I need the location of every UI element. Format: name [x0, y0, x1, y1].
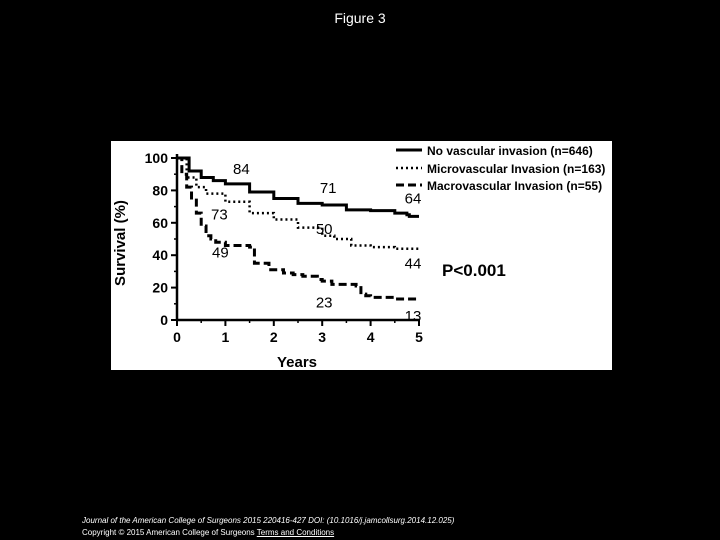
data-label: 13: [404, 307, 422, 325]
copyright-text: Copyright © 2015 American College of Surgeons: [82, 528, 255, 537]
copyright-line: [82, 528, 334, 537]
legend-entry: Macrovascular Invasion (n=55): [427, 179, 603, 193]
y-tick-label: 40: [152, 247, 168, 264]
x-tick-label: 4: [366, 329, 375, 345]
data-label: 49: [212, 244, 229, 262]
figure-title: Figure 3: [334, 10, 386, 26]
x-tick-label: 5: [415, 329, 423, 345]
data-label: 64: [404, 190, 422, 208]
y-tick-label: 100: [144, 150, 168, 166]
legend-entry: Microvascular Invasion (n=163): [427, 162, 606, 176]
x-tick-label: 1: [221, 329, 230, 345]
x-tick-label: 0: [173, 329, 181, 345]
data-label: 23: [315, 294, 333, 312]
x-axis-label: Years: [276, 354, 318, 370]
survival-chart-panel: [111, 141, 612, 370]
y-tick-label: 80: [152, 182, 168, 199]
y-tick-label: 0: [160, 312, 168, 328]
legend-entry: No vascular invasion (n=646): [427, 144, 593, 158]
data-label: 84: [233, 160, 250, 178]
survival-chart: [111, 141, 612, 370]
data-label: 73: [211, 206, 228, 224]
y-tick-label: 20: [152, 279, 168, 296]
data-label: 50: [315, 221, 333, 238]
y-tick-label: 60: [152, 214, 168, 231]
x-tick-label: 2: [269, 329, 278, 345]
terms-and-conditions-link[interactable]: Terms and Conditions: [256, 528, 335, 537]
citation-text: Journal of the American College of Surgeons 2015 220416-427 DOI: (10.1016/j.jamcollsurg.2014.12.025): [82, 516, 455, 525]
y-axis-label: Survival (%): [112, 200, 129, 286]
data-label: 44: [404, 255, 422, 273]
x-tick-label: 3: [318, 329, 327, 345]
p-value-annotation: P<0.001: [442, 261, 506, 280]
data-label: 71: [319, 179, 337, 197]
